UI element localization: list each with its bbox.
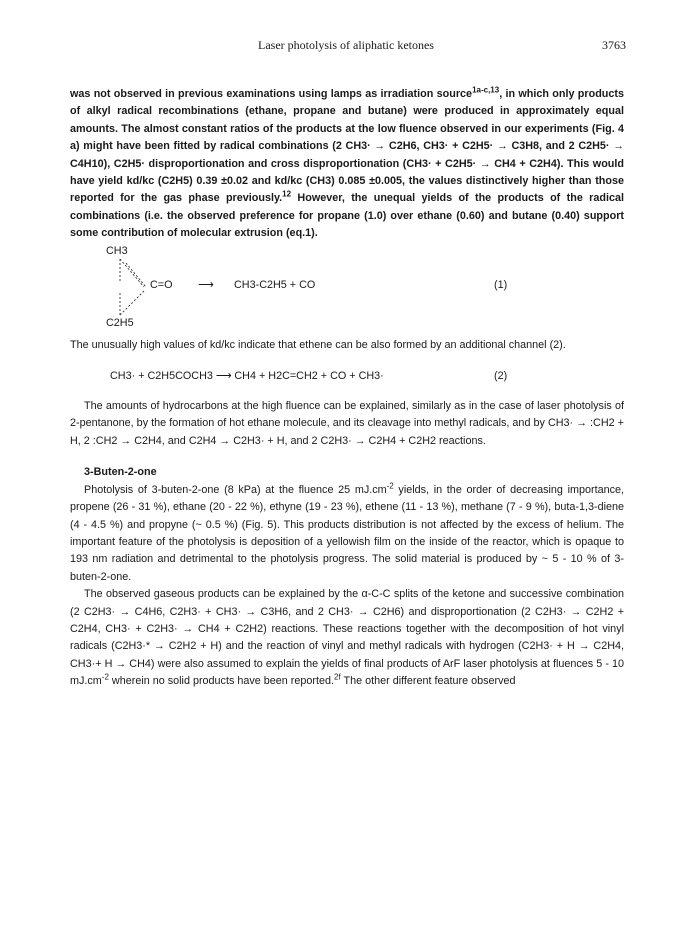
section-heading: 3-Buten-2-one	[84, 466, 157, 479]
paragraph: The unusually high values of kd/kc indicate that ethene can be also formed by an additional channel (2).	[70, 338, 566, 351]
scheme-products: CH3-C2H5 + CO	[234, 278, 316, 291]
reaction-scheme-1	[70, 245, 624, 333]
paragraph-continuation: was not observed in previous examinations using lamps as irradiation source$^{1a-c,13}$, in which only products of alkyl radical recombinations (ethane, propane and butane) were produced in approximately equal amounts. The almost constant ratios of the products at the low fluence observed in our experiments (Fig. 4 a) might have been fitted by radical combinations (2 CH3· → C2H6, CH3· + C2H5· → C3H8, and 2 C2H5· → C4H10), C2H5· disproportionation and cross disproportionation (CH3· + C2H5· → CH4 + C2H4). This would have yield kd/kc (C2H5) 0.39 ±0.02 and kd/kc (CH3) 0.085 ±0.005, the values distinctively higher than those reported for the gas phase previously.$^{12}$ However, the unequal yields of the products of the radical combinations (i.e. the observed preference for propane (1.0) over ethane (0.60) and butane (0.40) support some contribution of molecular extrusion (eq.1).	[70, 85, 624, 240]
paragraph: The observed gaseous products can be explained by the α-C-C splits of the ketone and successive combination (2 C2H3· → C4H6, C2H3· + CH3· → C3H6, and 2 CH3· → C2H6) and disproportionation (2 C2H3· → C2H2 + C2H4, CH3· + C2H3· → CH4 + C2H2) reactions. These reactions together with the decomposition of hot vinyl radicals (C2H3·* → C2H2 + H) and the reaction of vinyl and methyl radicals with hydrogen (C2H3· + H → C2H4, CH3·+ H → CH4) were also assumed to explain the yields of final products of ArF laser photolysis at fluences 5 - 10 $mJ.cm^{-2}$ wherein no solid products have been reported.$^{2f}$ The other different feature observed	[70, 588, 624, 688]
equation-2-text: CH3· + C2H5COCH3 ⟶ CH4 + H2C=CH2 + CO + CH3·	[110, 370, 384, 383]
citation: 2f	[334, 672, 341, 682]
article-body	[70, 86, 624, 691]
citation: 1a-c,13	[472, 85, 500, 95]
equation-2	[70, 362, 624, 392]
scheme-top-group: CH3	[106, 244, 128, 257]
page-number: 3763	[602, 38, 626, 52]
paragraph: The amounts of hydrocarbons at the high fluence can be explained, similarly as in the case of laser photolysis of 2-pentanone, by the formation of hot ethane molecule, and its cleavage into methyl radicals, and by CH3· → :CH2 + H, 2 :CH2 → C2H4, and C2H4 → C2H3· + H, and 2 C2H3· → C2H4 + C2H2 reactions.	[70, 400, 624, 447]
equation-number-1: (1)	[494, 278, 508, 291]
page-header	[0, 38, 692, 58]
scheme-arrow: ⟶	[198, 278, 214, 291]
equation-number-2: (2)	[494, 370, 508, 383]
scheme-carbonyl: C=O	[150, 278, 173, 291]
paragraph: Photolysis of 3-buten-2-one (8 kPa) at the fluence 25 $mJ.cm^{-2}$ yields, in the order of decreasing importance, propene (26 - 31 %), ethane (20 - 22 %), ethyne (19 - 23 %), ethene (11 - 13 %), methane (7 - 9 %), buta-1,3-diene (4 - 4.5 %) and propyne (~ 0.5 %) (Fig. 5). This products distribution is not affected by the excess of helium. The important feature of the photolysis is deposition of a yellowish film on the inside of the reactor, which is opaque to 193 nm radiation and detrimental to the photolysis progress. The solid material is produced by ~ 5 - 10 % of 3-buten-2-one.	[70, 481, 624, 583]
citation: 12	[282, 189, 292, 199]
scheme-bottom-group: C2H5	[106, 316, 134, 329]
scheme-bond-lines	[114, 259, 154, 317]
running-title: Laser photolysis of aliphatic ketones	[258, 38, 434, 52]
